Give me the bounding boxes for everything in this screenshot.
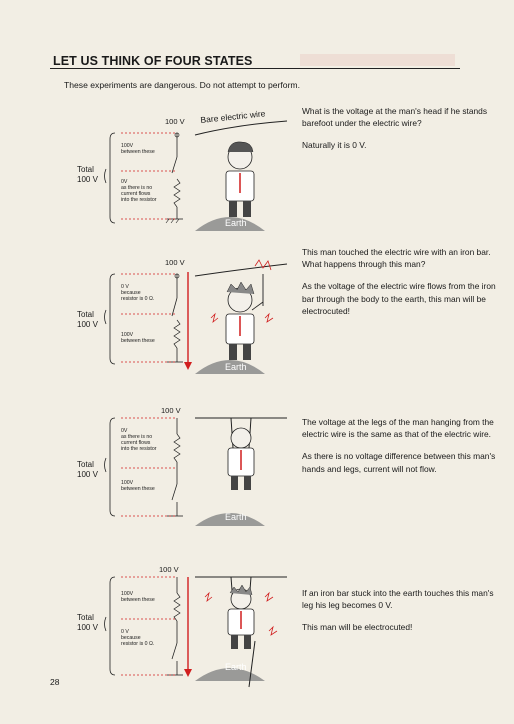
paragraph: As the voltage of the electric wire flows from the iron bar through the body to the earth, this man will be electrocuted!	[302, 281, 496, 316]
state-2-upper-label: 0 V because resistor is 0 Ω.	[121, 284, 155, 302]
paragraph: If an iron bar stuck into the earth touches this man's leg his leg becomes 0 V.	[302, 588, 494, 611]
earth-label: Earth	[225, 362, 247, 372]
paragraph: This man will be electrocuted!	[302, 622, 413, 633]
state-4-total-label: Total 100 V	[77, 613, 98, 632]
state-2-total-label: Total 100 V	[77, 310, 98, 329]
state-3-upper-label: 0V as there is no current flows into the resistor	[121, 428, 157, 452]
state-2-lower-label: 100V between these	[121, 332, 155, 344]
state-1-diagram	[55, 105, 295, 245]
title-underline	[50, 68, 460, 69]
state-4-voltage-label: 100 V	[159, 565, 179, 574]
paragraph: This man touched the electric wire with an iron bar. What happens through this man?	[302, 247, 491, 270]
state-2	[55, 246, 495, 386]
state-4-diagram	[55, 563, 295, 703]
paragraph: As there is no voltage difference between this man's hands and legs, current will not flow.	[302, 451, 496, 474]
state-3-total-label: Total 100 V	[77, 460, 98, 479]
state-2-voltage-label: 100 V	[165, 258, 185, 267]
state-3-description	[302, 416, 502, 485]
paragraph: What is the voltage at the man's head if he stands barefoot under the electric wire?	[302, 106, 488, 129]
page-number: 28	[50, 677, 60, 687]
bare-wire-label: Bare electric wire	[199, 108, 266, 125]
state-3-voltage-label: 100 V	[161, 406, 181, 415]
state-2-description	[302, 246, 502, 327]
earth-label: Earth	[225, 662, 247, 672]
state-4-lower-label: 0 V because resistor is 0 Ω.	[121, 629, 155, 647]
earth-label: Earth	[225, 512, 247, 522]
state-3	[55, 404, 495, 544]
state-2-diagram	[55, 246, 295, 386]
state-1-total-label: Total 100 V	[77, 165, 98, 184]
state-1-description	[302, 105, 502, 162]
paragraph: The voltage at the legs of the man hanging from the electric wire is the same as that of the electric wire.	[302, 417, 494, 440]
state-1	[55, 105, 495, 245]
state-1-lower-label: 0V as there is no current flows into the resistor	[121, 179, 157, 203]
state-1-voltage-label: 100 V	[165, 117, 185, 126]
state-3-lower-label: 100V between these	[121, 480, 155, 492]
page-title: LET US THINK OF FOUR STATES	[53, 54, 253, 68]
state-3-diagram	[55, 404, 295, 544]
warning-text: These experiments are dangerous. Do not attempt to perform.	[64, 80, 300, 90]
state-4-description	[302, 587, 502, 644]
earth-label: Earth	[225, 218, 247, 228]
state-4-illustration	[55, 563, 295, 703]
state-4-upper-label: 100V between these	[121, 591, 155, 603]
state-1-upper-label: 100V between these	[121, 143, 155, 155]
faded-header-stamp	[300, 54, 455, 66]
state-4	[55, 563, 495, 703]
paragraph: Naturally it is 0 V.	[302, 140, 367, 151]
